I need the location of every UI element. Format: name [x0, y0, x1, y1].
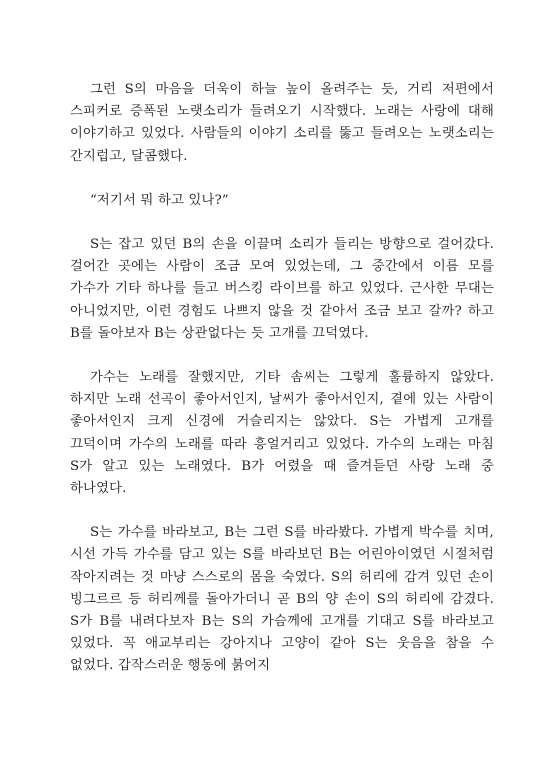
paragraph-4: 가수는 노래를 잘했지만, 기타 솜씨는 그렇게 훌륭하지 않았다. 하지만 노래 선곡이 좋아서인지, 날씨가 좋아서인지, 곁에 있는 사람이 좋아서인지 크게 신경에 거슬리지는 않았다. S는 가볍게 고개를 끄덕이며 가수의 노래를 따라 흥얼거리고 있었다. 가수의 노래는 마침 S가 알고 있는 노래였다. B가 어렸을 때 즐겨듣던 사랑 노래 중 하나였다.	[70, 370, 494, 497]
paragraph-5: S는 가수를 바라보고, B는 그런 S를 바라봤다. 가볍게 박수를 치며, 시선 가득 가수를 담고 있는 S를 바라보던 B는 어린아이였던 시절처럼 작아지려는 것 마냥 스스로의 몸을 숙였다. S의 허리에 감겨 있던 손이 빙그르르 등 허리께를 돌아가더니 곧 B의 양 손이 S의 허리에 감겼다. S가 B를 내려다보자 B는 S의 가슴께에 고개를 기대고 S를 바라보고 있었다. 꼭 애교부리는 강아지나 고양이 같아 S는 웃음을 참을 수 없었다. 갑작스러운 행동에 붉어지	[70, 525, 494, 674]
paragraph-3: S는 잡고 있던 B의 손을 이끌며 소리가 들리는 방향으로 걸어갔다. 걸어간 곳에는 사람이 조금 모여 있었는데, 그 중간에서 이름 모를 가수가 기타 하나를 들고 버스킹 라이브를 하고 있었다. 근사한 무대는 아니었지만, 이런 경험도 나쁘지 않을 것 같아서 조금 보고 갈까? 하고 B를 돌아보자 B는 상관없다는 듯 고개를 끄덕였다.	[70, 237, 494, 341]
dialogue-line: “저기서 뭐 하고 있나?”	[89, 192, 229, 208]
paragraph-1: 그런 S의 마음을 더욱이 하늘 높이 올려주는 듯, 거리 저편에서 스피커로 증폭된 노랫소리가 들려오기 시작했다. 노래는 사랑에 대해 이야기하고 있었다. 사람들의 이야기 소리를 뚫고 들려오는 노랫소리는 간지럽고, 달콤했다.	[70, 82, 494, 164]
